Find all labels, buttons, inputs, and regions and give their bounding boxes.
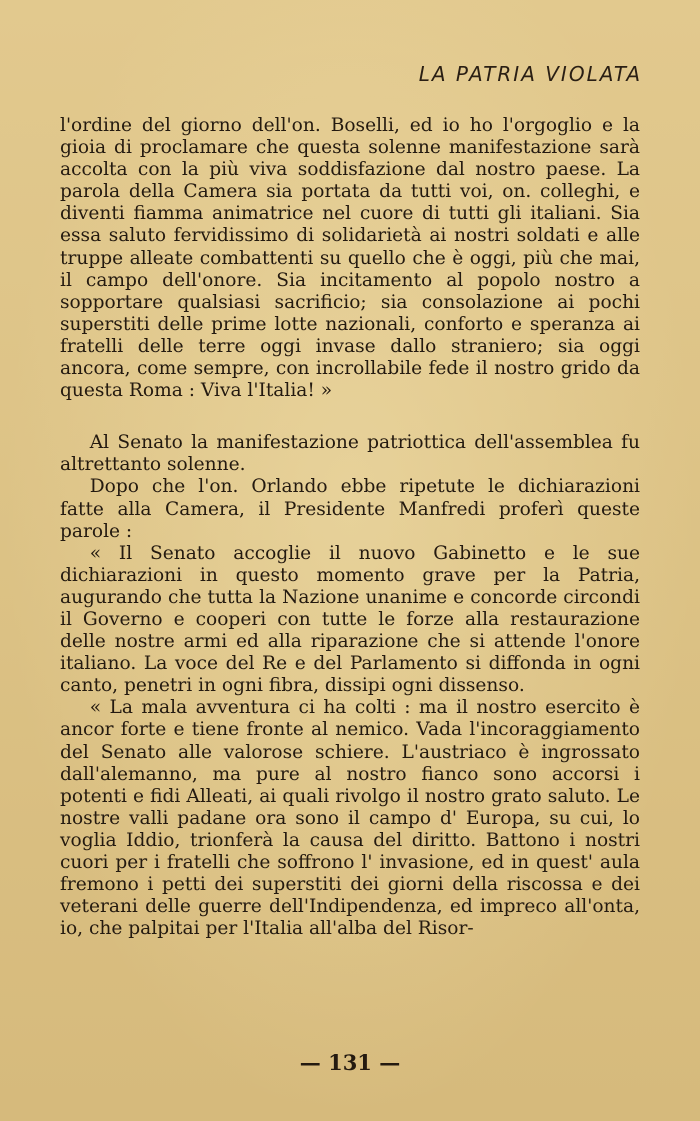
section-gap [60,402,640,432]
paragraph-senato: Al Senato la manifestazione patriottica dell'assemblea fu altrettanto solenne. [60,432,640,476]
paragraph-orlando: Dopo che l'on. Orlando ebbe ripetute le dichiarazioni fatte alla Camera, il Presidente Manfredi proferì queste parole : [60,476,640,542]
body-text [60,115,640,940]
page-number: — 131 — [299,1050,401,1075]
paragraph-boselli-speech-end: l'ordine del giorno dell'on. Boselli, ed io ho l'orgoglio e la gioia di proclamare che questa solenne manifestazione sarà accolta con la più viva soddisfazione dal nostro paese. La parola della Camera sia portata da tutti voi, on. colleghi, e diventi fiamma animatrice nel cuore di tutti gli italiani. Sia essa saluto fervidissimo di solidarietà ai nostri soldati e alle truppe alleate combattenti su quello che è oggi, più che mai, il campo dell'onore. Sia incitamento al popolo nostro a sopportare qualsiasi sacrificio; sia consolazione ai pochi superstiti delle prime lotte nazionali, conforto e speranza ai fratelli delle terre oggi invase dallo straniero; sia oggi ancora, come sempre, con incrollabile fede il nostro grido da questa Roma : Viva l'Italia! » [60,115,640,402]
paragraph-manfredi-quote-1: « Il Senato accoglie il nuovo Gabinetto e le sue dichiarazioni in questo momento grave per la Patria, augurando che tutta la Nazione unanime e concorde circondi il Governo e cooperi con tutte le forze alla restaurazione delle nostre armi ed alla riparazione che si attende l'onore italiano. La voce del Re e del Parlamento si diffonda in ogni canto, penetri in ogni fibra, dissipi ogni dissenso. [60,542,640,697]
paragraph-manfredi-quote-2: « La mala avventura ci ha colti : ma il nostro esercito è ancor forte e tiene fronte al nemico. Vada l'incoraggiamento del Senato alle valorose schiere. L'austriaco è ingrossato dall'alemanno, ma pure al nostro fianco sono accorsi i potenti e fidi Alleati, ai quali rivolgo il nostro grato saluto. Le nostre valli padane ora sono il campo d' Europa, su cui, lo voglia Iddio, trionferà la causa del diritto. Battono i nostri cuori per i fratelli che soffrono l' invasione, ed in quest' aula fremono i petti dei superstiti dei giorni della riscossa e dei veterani delle guerre dell'Indipendenza, ed impreco all'onta, io, che palpitai per l'Italia all'alba del Risor- [60,697,640,940]
running-head: LA PATRIA VIOLATA [418,62,642,86]
